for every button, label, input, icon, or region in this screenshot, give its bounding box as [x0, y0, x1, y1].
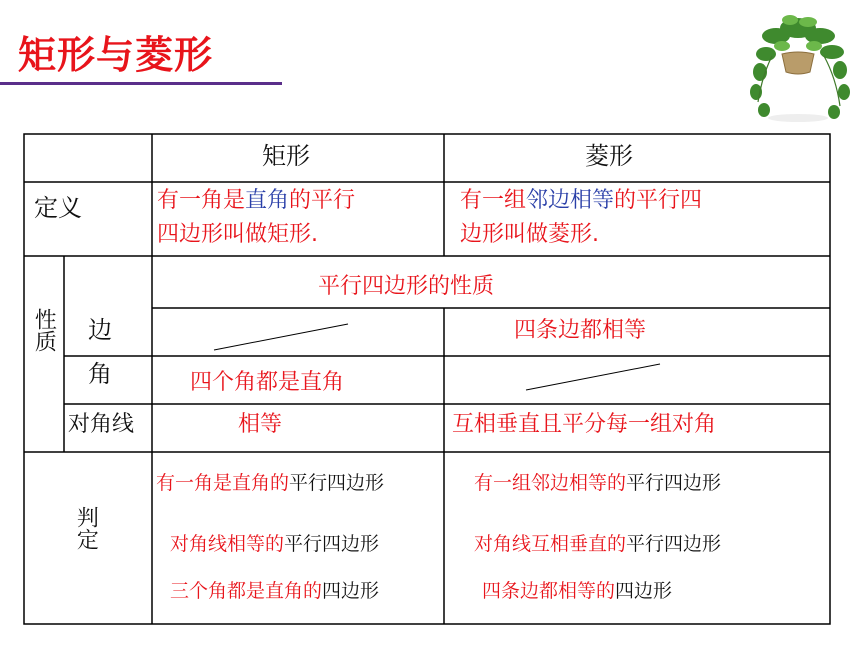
- definition-rect-line1: 有一角是直角的平行: [157, 188, 356, 213]
- title-underline: [0, 82, 282, 85]
- diagonal-rhombus: 互相垂直且平分每一组对角: [452, 412, 717, 437]
- diagonal-label: 对角线: [68, 412, 135, 437]
- criteria-rhombus-3: 四条边都相等的四边形: [482, 580, 673, 602]
- criteria-rect-2: 对角线相等的平行四边形: [170, 533, 380, 555]
- page-title: 矩形与菱形: [18, 33, 214, 77]
- potted-plant-icon: [742, 6, 854, 126]
- properties-common: 平行四边形的性质: [318, 274, 495, 299]
- angle-rect: 四个角都是直角: [190, 370, 345, 395]
- strikethrough-line: [214, 324, 348, 350]
- definition-rect-line2: 四边形叫做矩形.: [157, 222, 318, 247]
- side-rhombus: 四条边都相等: [514, 318, 647, 343]
- side-label: 边: [88, 316, 112, 344]
- strikethrough-line: [526, 364, 660, 390]
- definition-label: 定义: [34, 194, 82, 222]
- header-rhombus: 菱形: [585, 142, 633, 170]
- definition-rhombus-line2: 边形叫做菱形.: [460, 222, 599, 247]
- angle-label: 角: [88, 360, 112, 388]
- diagonal-rect: 相等: [238, 412, 283, 437]
- criteria-label: 判定: [73, 506, 99, 550]
- criteria-rect-3: 三个角都是直角的四边形: [170, 580, 380, 602]
- criteria-rhombus-2: 对角线互相垂直的平行四边形: [474, 533, 722, 555]
- header-rect: 矩形: [262, 142, 310, 170]
- criteria-rhombus-1: 有一组邻边相等的平行四边形: [474, 472, 722, 494]
- definition-rhombus-line1: 有一组邻边相等的平行四: [460, 188, 703, 213]
- criteria-rect-1: 有一角是直角的平行四边形: [156, 472, 385, 494]
- properties-label: 性质: [31, 308, 57, 352]
